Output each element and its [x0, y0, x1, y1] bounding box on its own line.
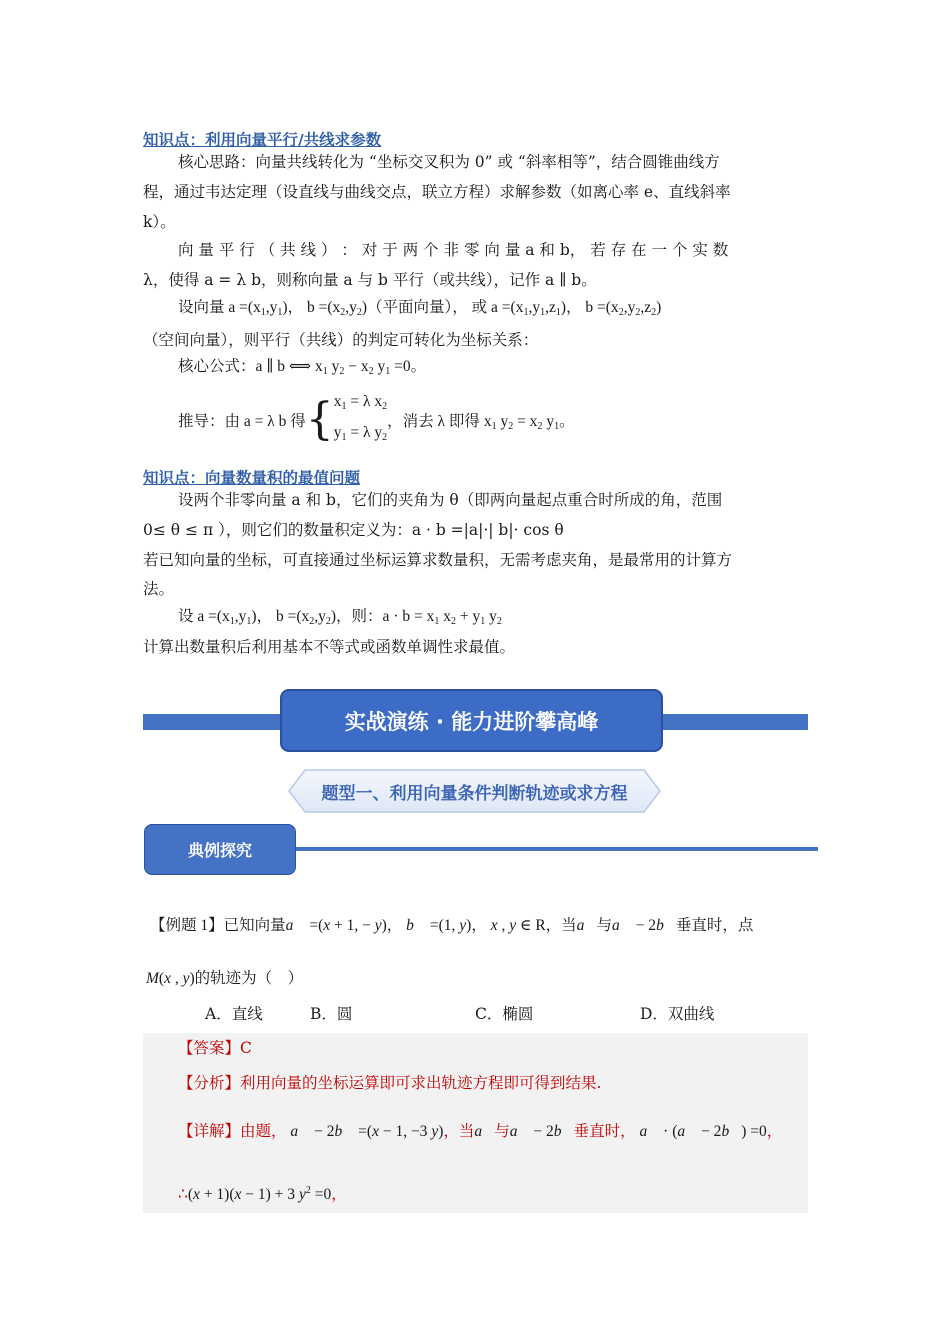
example-question-line1: 【例题 1】已知向量a⃗ =(x + 1, − y)， b⃗ =(1, y)， x , y ∈ R，当a⃗与a⃗ − 2b⃗垂直时，点 — [150, 917, 754, 934]
analysis-line — [178, 1073, 601, 1093]
knowledge-heading-dot-product: 知识点：向量数量积的最值问题 — [143, 469, 361, 487]
core-formula-label: 核心公式： — [178, 358, 256, 375]
detail-intro: 由题， — [240, 1123, 287, 1140]
answer-value: C — [240, 1039, 252, 1057]
paragraph-coordinates-2: （空间向量），则平行（共线）的判定可转化为坐标关系： — [143, 331, 539, 349]
option-a: A．直线 — [205, 1005, 263, 1023]
paragraph-coord-calc-2: 法。 — [143, 580, 175, 598]
ribbon-title: 题型一、利用向量条件判断轨迹或求方程 — [321, 783, 628, 804]
paragraph-extremum: 计算出数量积后利用基本不等式或函数单调性求最值。 — [143, 638, 516, 656]
system-of-equations: $x_1 = \lambda$ $x_2$ $y_1 = \lambda$ $y_2$ — [333, 393, 388, 443]
core-formula: 核心公式：a ∥ b ⟺ $x_1$ $y_2 - x_2$ $y_1 =0$。 — [178, 358, 427, 377]
option-d: D．双曲线 — [640, 1005, 715, 1023]
detail-line: 【详解】由题， a⃗ − 2b⃗ =(x − 1, −3 y)，当a⃗与a⃗ − 2b⃗垂直时， a⃗ · (a⃗ − 2b⃗) =0， — [178, 1123, 783, 1140]
paragraph-parallel-def-2: λ，使得 a = λ b，则称向量 a 与 b 平行（或共线），记作 a ∥ b。 — [143, 271, 597, 289]
analysis-tag: 【分析】 — [178, 1074, 241, 1092]
derive-tail: ，消去 λ 即得 — [387, 413, 480, 430]
derive-label: 推导：由 a = λ b 得 — [178, 413, 306, 430]
option-b: B．圆 — [310, 1005, 353, 1023]
paragraph-parallel-def: 向 量 平 行 （ 共 线 ） ： 对 于 两 个 非 零 向 量 a 和 b， 若 存 在 一 个 实 数 — [178, 241, 729, 259]
answer-tag: 【答案】 — [178, 1039, 241, 1057]
paragraph-dot-def: 设两个非零向量 a 和 b，它们的夹角为 θ（即两向量起点重合时所成的角，范围 — [178, 491, 723, 509]
analysis-text: 利用向量的坐标运算即可求出轨迹方程即可得到结果. — [240, 1074, 602, 1092]
detail-mid2: 垂直时， — [573, 1123, 636, 1140]
dot-product-coord-formula: 设 $a =(x_1,y_1)$， $b =(x_2,y_2)$，则：$a \cdot b = x_1$ $x_2 + y_1$ $y_2$ — [178, 608, 502, 627]
dot-coord-label: 设 a =(x — [178, 608, 230, 625]
paragraph-coord-calc: 若已知向量的坐标，可直接通过坐标运算求数量积，无需考虑夹角，是最常用的计算方 — [143, 551, 733, 569]
detail-equation: ∴(x + 1)(x − 1) + 3 $y^2 =0$， — [178, 1185, 347, 1204]
section-banner — [280, 689, 663, 752]
example-tab-line — [296, 847, 818, 851]
question-type-ribbon — [287, 768, 662, 814]
answer-line — [178, 1038, 252, 1058]
example-question-line2: M(x , y)的轨迹为（ ） — [146, 970, 304, 987]
paragraph-core-idea-3: k）。 — [143, 213, 176, 231]
detail-mid: ，当 — [443, 1123, 475, 1140]
example-line2-tail: 的轨迹为（ ） — [194, 970, 304, 987]
example-tab — [144, 824, 296, 875]
paragraph-core-idea: 核心思路：向量共线转化为 “坐标交叉积为 0” 或 “斜率相等”，结合圆锥曲线方 — [178, 153, 720, 171]
coord-text-b: 平面向量）， 或 a =(x — [382, 299, 524, 316]
banner-title: 实战演练 · 能力进阶攀高峰 — [344, 709, 599, 734]
knowledge-heading-parallel: 知识点：利用向量平行/共线求参数 — [143, 131, 382, 149]
detail-tag: 【详解】 — [178, 1123, 241, 1140]
derivation: 推导：由 a = λ b 得 { $x_1 = \lambda$ $x_2$ $y_1 = \lambda$ $y_2$ ，消去 λ 即得 $x_1$ $y_2 = x_2$ $y_1$。 — [178, 394, 575, 446]
left-brace: { — [305, 394, 334, 445]
example-tab-label: 典例探究 — [187, 841, 252, 860]
paragraph-dot-def-2: 0≤ θ ≤ π ），则它们的数量积定义为：a · b =|a|·| b|· cos θ — [143, 521, 564, 539]
paragraph-coordinates: 设向量 $a =(x_1,y_1)$， $b =(x_2,y_2)$（平面向量）， 或 $a =(x_1,y_1,z_1)$， $b =(x_2,y_2,z_2)$ — [178, 299, 662, 318]
coord-text-a: 设向量 a =(x — [178, 299, 261, 316]
option-c: C．椭圆 — [475, 1005, 534, 1023]
paragraph-core-idea-2: 程，通过韦达定理（设直线与曲线交点，联立方程）求解参数（如离心率 e、直线斜率 — [143, 183, 731, 201]
example-label: 【例题 1】已知向量 — [150, 917, 286, 934]
